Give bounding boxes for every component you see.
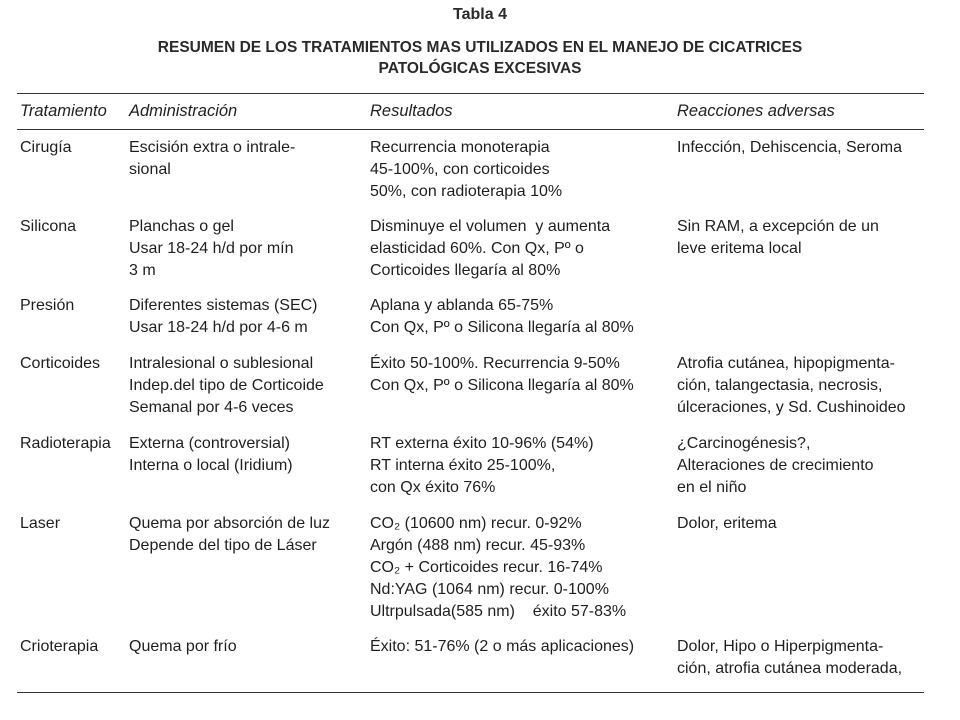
cell-resultados (370, 216, 610, 282)
cell-line: Dolor, Hipo o Hiperpigmenta- (677, 638, 884, 655)
cell-line: Aplana y ablanda 65-75% (370, 297, 554, 314)
cell-line: Infección, Dehiscencia, Seroma (677, 139, 902, 156)
header-rule (17, 129, 924, 130)
table-heading-line: PATOLÓGICAS EXCESIVAS (378, 60, 582, 77)
cell-resultados (370, 636, 634, 658)
cell-line: Diferentes sistemas (SEC) (129, 297, 318, 314)
cell-line: Alteraciones de crecimiento (677, 457, 874, 474)
cell-line: Argón (488 nm) recur. 45-93% (370, 537, 586, 554)
cell-line: Interna o local (Iridium) (129, 457, 293, 474)
table-label: Tabla 4 (453, 6, 507, 23)
cell-administracion (129, 636, 237, 658)
cell-reacciones (677, 636, 902, 680)
table-heading (0, 37, 960, 79)
cell-line: con Qx éxito 76% (370, 479, 496, 496)
cell-line: elasticidad 60%. Con Qx, Pº o (370, 240, 584, 257)
cell-reacciones (677, 216, 879, 260)
cell-line: CO₂ + Corticoides recur. 16-74% (370, 559, 603, 576)
cell-tratamiento: Presión (20, 297, 75, 314)
cell-line: sional (129, 161, 171, 178)
cell-line: Corticoides llegaría al 80% (370, 262, 561, 279)
bottom-rule (17, 692, 924, 693)
cell-reacciones (677, 353, 906, 419)
cell-line: Externa (controversial) (129, 435, 290, 452)
cell-line: Ultrpulsada(585 nm) éxito 57-83% (370, 603, 627, 620)
cell-administracion (129, 353, 324, 419)
cell-tratamiento: Crioterapia (20, 638, 99, 655)
cell-administracion (129, 137, 295, 181)
cell-administracion (129, 295, 318, 339)
cell-tratamiento: Cirugía (20, 139, 72, 156)
cell-tratamiento: Corticoides (20, 355, 101, 372)
cell-line: Sin RAM, a excepción de un (677, 218, 879, 235)
cell-line: Con Qx, Pº o Silicona llegaría al 80% (370, 319, 634, 336)
cell-resultados (370, 513, 626, 623)
cell-line: 45-100%, con corticoides (370, 161, 550, 178)
cell-line: 50%, con radioterapia 10% (370, 183, 563, 200)
column-header-reacciones: Reacciones adversas (677, 102, 835, 120)
cell-line: Éxito: 51-76% (2 o más aplicaciones) (370, 638, 635, 655)
cell-tratamiento: Silicona (20, 218, 77, 235)
cell-line: Quema por absorción de luz (129, 515, 330, 532)
cell-administracion (129, 216, 294, 282)
cell-line: Depende del tipo de Láser (129, 537, 317, 554)
cell-resultados (370, 353, 634, 397)
cell-line: Nd:YAG (1064 nm) recur. 0-100% (370, 581, 609, 598)
cell-line: Con Qx, Pº o Silicona llegaría al 80% (370, 377, 634, 394)
cell-reacciones (677, 433, 874, 499)
cell-line: Recurrencia monoterapia (370, 139, 550, 156)
cell-line: RT interna éxito 25-100%, (370, 457, 556, 474)
cell-line: Planchas o gel (129, 218, 234, 235)
cell-line: leve eritema local (677, 240, 802, 257)
cell-line: Escisión extra o intrale- (129, 139, 296, 156)
cell-line: en el niño (677, 479, 747, 496)
cell-line: Atrofia cutánea, hipopigmenta- (677, 355, 895, 372)
top-rule (17, 93, 924, 94)
cell-line: Disminuye el volumen y aumenta (370, 218, 611, 235)
cell-line: Dolor, eritema (677, 515, 777, 532)
cell-administracion (129, 433, 293, 477)
cell-line: Intralesional o sublesional (129, 355, 314, 372)
cell-line: Quema por frío (129, 638, 237, 655)
cell-line: Usar 18-24 h/d por mín (129, 240, 294, 257)
cell-tratamiento: Radioterapia (20, 435, 111, 452)
cell-line: úlceraciones, y Sd. Cushinoideo (677, 399, 906, 416)
cell-reacciones (677, 513, 777, 535)
table-heading-line: RESUMEN DE LOS TRATAMIENTOS MAS UTILIZADOS EN EL MANEJO DE CICATRICES (157, 39, 803, 56)
cell-line: Éxito 50-100%. Recurrencia 9-50% (370, 355, 620, 372)
cell-resultados (370, 433, 594, 499)
cell-line: Indep.del tipo de Corticoide (129, 377, 324, 394)
cell-line: Usar 18-24 h/d por 4-6 m (129, 319, 308, 336)
cell-tratamiento: Laser (20, 515, 61, 532)
cell-line: Semanal por 4-6 veces (129, 399, 294, 416)
cell-line: ción, atrofia cutánea moderada, (677, 660, 903, 677)
cell-line: ¿Carcinogénesis?, (677, 435, 811, 452)
cell-line: ción, talangectasia, necrosis, (677, 377, 883, 394)
cell-administracion (129, 513, 330, 557)
cell-reacciones (677, 137, 902, 159)
cell-resultados (370, 295, 634, 339)
cell-resultados (370, 137, 562, 203)
column-header-resultados: Resultados (370, 102, 453, 120)
cell-line: CO₂ (10600 nm) recur. 0-92% (370, 515, 582, 532)
cell-line: 3 m (129, 262, 156, 279)
column-header-administracion: Administración (129, 102, 238, 120)
column-header-tratamiento: Tratamiento (20, 102, 107, 120)
cell-line: RT externa éxito 10-96% (54%) (370, 435, 594, 452)
